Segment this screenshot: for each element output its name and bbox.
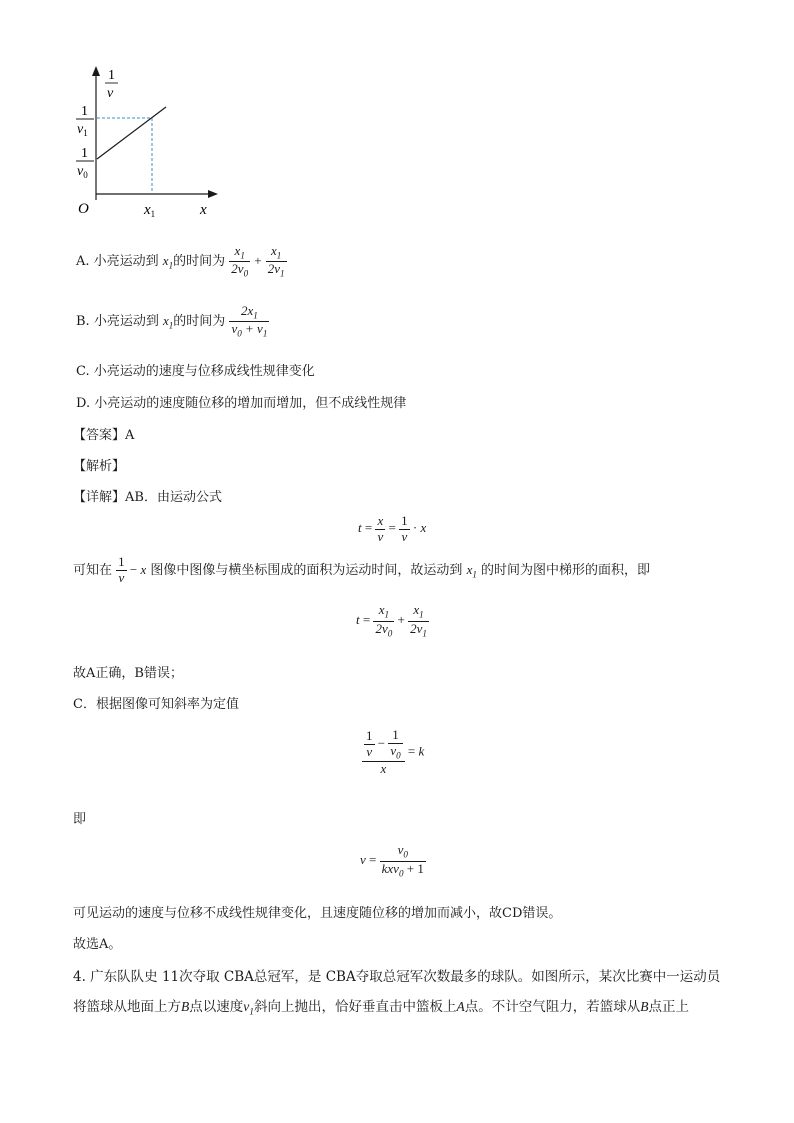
choose-answer: 故选A。 [73, 937, 122, 952]
option-b-frac: $\frac{2x_1}{v_0 + v_1}$ [231, 302, 268, 339]
solution-line2: 可知在 $\frac{1}{v}$ − x 图像中图像与横坐标围成的面积为运动时间，故运动到 $x_1$ 的时间为图中梯形的面积，即 [73, 554, 651, 585]
option-b-mid: 的时间为 [173, 314, 226, 329]
solution-c-intro: C．根据图像可知斜率为定值 [73, 697, 239, 712]
v1-label-den: $v_1$ [77, 122, 88, 138]
option-b [76, 300, 269, 347]
origin-label: O [78, 201, 89, 217]
conclusion-ab: 故A正确，B错误； [73, 666, 183, 681]
answer-line [73, 424, 134, 443]
inline-frac-1-over-v: $\frac{1}{v}$ [118, 554, 125, 585]
analysis-label: 【解析】 [73, 459, 126, 474]
ji-label: 即 [73, 812, 87, 827]
option-a-mid: 的时间为 [173, 254, 226, 269]
formula-slope: $\frac{1}{v}$ − $\frac{1}{v_0}$ x = k [362, 728, 424, 777]
question-4-line2: 将篮球从地面上方B点以速度$v_1$斜向上抛出，恰好垂直击中篮板上A点。不计空气阻力，若篮球从B点正上 [73, 999, 689, 1018]
option-a-x1: $x_1$ [162, 253, 174, 271]
inverse-velocity-position-graph [60, 62, 230, 227]
option-a-prefix: A. 小亮运动到 [76, 254, 159, 269]
v1-label-num: 1 [81, 104, 88, 119]
x1-label: $x_1$ [144, 202, 156, 219]
solution-detail: 【详解】AB．由运动公式 [73, 490, 222, 505]
v0-label-den: $v_0$ [77, 164, 88, 180]
y-axis-arrow [92, 66, 100, 76]
y-axis-label-num: 1 [108, 68, 115, 83]
conclusion-cd: 可见运动的速度与位移不成线性规律变化，且速度随位移的增加而减小，故CD错误。 [73, 906, 562, 921]
answer-label: 【答案】 [73, 428, 126, 443]
option-d: D. 小亮运动的速度随位移的增加而增加，但不成线性规律 [76, 396, 407, 411]
x-axis-arrow [208, 190, 218, 198]
formula-t-x-over-v: t = $\frac{x}{v}$ = $\frac{1}{v}$ · x [358, 512, 427, 544]
x-axis-label: x [200, 202, 207, 218]
formula-v: v = $\frac{v_0}{kxv_0 + 1}$ [360, 842, 424, 879]
option-b-prefix: B. 小亮运动到 [76, 314, 159, 329]
graph-line [97, 107, 166, 159]
v0-label-num: 1 [81, 146, 88, 161]
option-c: C. 小亮运动的速度与位移成线性规律变化 [76, 364, 315, 379]
question-4-line1: 4. 广东队队史 11次夺取 CBA总冠军，是 CBA夺取总冠军次数最多的球队。如图所示，某次比赛中一运动员 [73, 969, 721, 985]
option-a-frac-2: $\frac{x_1}{2v_1}$ [267, 242, 285, 279]
y-axis-label-den: v [107, 86, 114, 101]
formula-trapezoid-time: t = $\frac{x_1}{2v_0}$ + $\frac{x_1}{2v_1}$ [356, 602, 427, 639]
option-a-frac-1: $\frac{x_1}{2v_0}$ [231, 242, 249, 279]
option-a: A. 小亮运动到 $x_1$的时间为 $\frac{x_1}{2v_0}$ + $\frac{x_1}{2v_1}$ [76, 242, 285, 279]
answer-value: A [125, 428, 135, 443]
option-b-x1: $x_1$ [162, 313, 174, 331]
